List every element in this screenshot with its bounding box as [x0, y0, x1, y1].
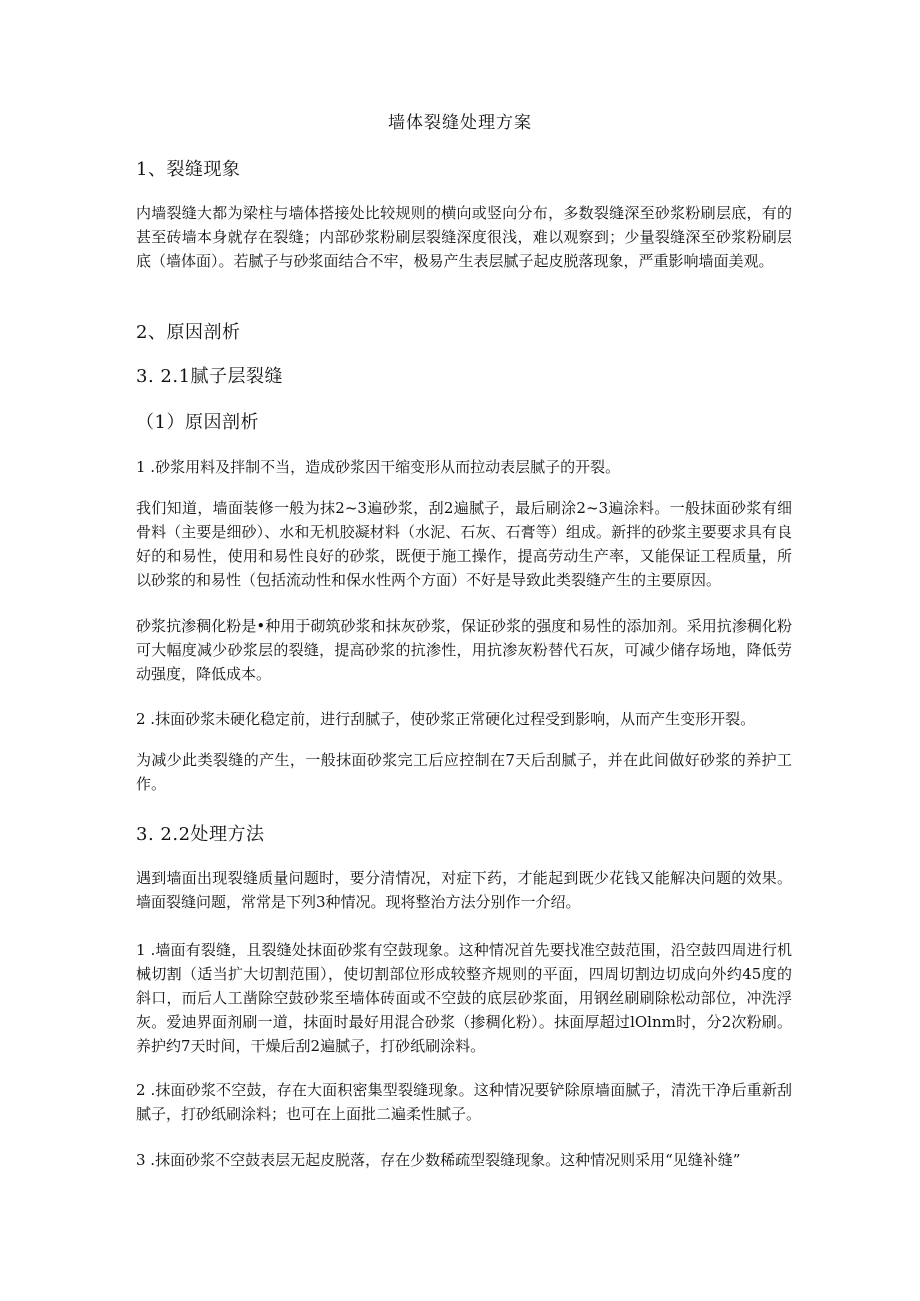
paragraph-treatment-3: 3 .抹面砂浆不空鼓表层无起皮脱落，存在少数稀疏型裂缝现象。这种情况则采用“见缝补缝” [136, 1151, 741, 1169]
section-heading-phenomenon: 1、裂缝现象 [136, 159, 241, 180]
paragraph-treatment-2: 2 .抹面砂浆不空鼓，存在大面积密集型裂缝现象。这种情况要铲除原墙面腻子，清洗干净后重新刮腻子，打砂纸刷涂料；也可在上面批二遍柔性腻子。 [136, 1081, 792, 1123]
paragraph-treatment-1: 1 .墙面有裂缝，且裂缝处抹面砂浆有空鼓现象。这种情况首先要找准空鼓范围，沿空鼓四周进行机械切割（适当扩大切割范围），使切割部位形成较整齐规则的平面，四周切割边切成向外约45度的斜口，而后人工凿除空鼓砂浆至墙体砖面或不空鼓的底层砂浆面，用钢丝刷刷除松动部位，冲洗浮灰。爱迪界面剂刷一道，抹面时最好用混合砂浆（掺稠化粉）。抹面厚超过lOlnm时，分2次粉刷。养护约7天时间，干燥后刮2遍腻子，打砂纸刷涂料。 [136, 941, 792, 1055]
paragraph-phenomenon: 内墙裂缝大都为梁柱与墙体搭接处比较规则的横向或竖向分布，多数裂缝深至砂浆粉刷层底，有的甚至砖墙本身就存在裂缝；内部砂浆粉刷层裂缝深度很浅，难以观察到；少量裂缝深至砂浆粉刷层底（墙体面）。若腻子与砂浆面结合不牢，极易产生表层腻子起皮脱落现象，严重影响墙面美观。 [136, 204, 792, 270]
paragraph-plaster-background: 我们知道，墙面装修一般为抹2~3遍砂浆，刮2遍腻子，最后刷涂2~3遍涂料。一般抹面砂浆有细骨料（主要是细砂）、水和无机胶凝材料（水泥、石灰、石膏等）组成。新拌的砂浆主要要求具有良好的和易性，使用和易性良好的砂浆，既便于施工操作，提高劳动生产率，又能保证工程质量，所以砂浆的和易性（包括流动性和保水性两个方面）不好是导致此类裂缝产生的主要原因。 [136, 499, 792, 589]
paragraph-treatment-intro: 遇到墙面出现裂缝质量问题时，要分清情况，对症下药，才能起到既少花钱又能解决问题的效果。墙面裂缝问题，常常是下列3种情况。现将整治方法分别作一介绍。 [136, 869, 792, 911]
paragraph-cause-1: 1 .砂浆用料及拌制不当，造成砂浆因干缩变形从而拉动表层腻子的开裂。 [136, 458, 621, 476]
paragraph-cause-2: 2 .抹面砂浆未硬化稳定前，进行刮腻子，使砂浆正常硬化过程受到影响，从而产生变形开裂。 [136, 710, 756, 728]
section-heading-treatment: 3. 2.2处理方法 [136, 824, 265, 845]
subsection-heading-cause-analysis: （1）原因剖析 [136, 412, 259, 433]
section-heading-causes: 2、原因剖析 [136, 322, 241, 343]
paragraph-admixture: 砂浆抗渗稠化粉是•种用于砌筑砂浆和抹灰砂浆，保证砂浆的强度和易性的添加剂。采用抗渗稠化粉可大幅度减少砂浆层的裂缝，提高砂浆的抗渗性，用抗渗灰粉替代石灰，可减少储存场地，降低劳动强度，降低成本。 [136, 617, 792, 683]
section-heading-putty-cracks: 3. 2.1腻子层裂缝 [136, 366, 284, 387]
document-title: 墙体裂缝处理方案 [388, 113, 532, 133]
paragraph-curing: 为减少此类裂缝的产生，一般抹面砂浆完工后应控制在7天后刮腻子，并在此间做好砂浆的养护工作。 [136, 751, 792, 793]
